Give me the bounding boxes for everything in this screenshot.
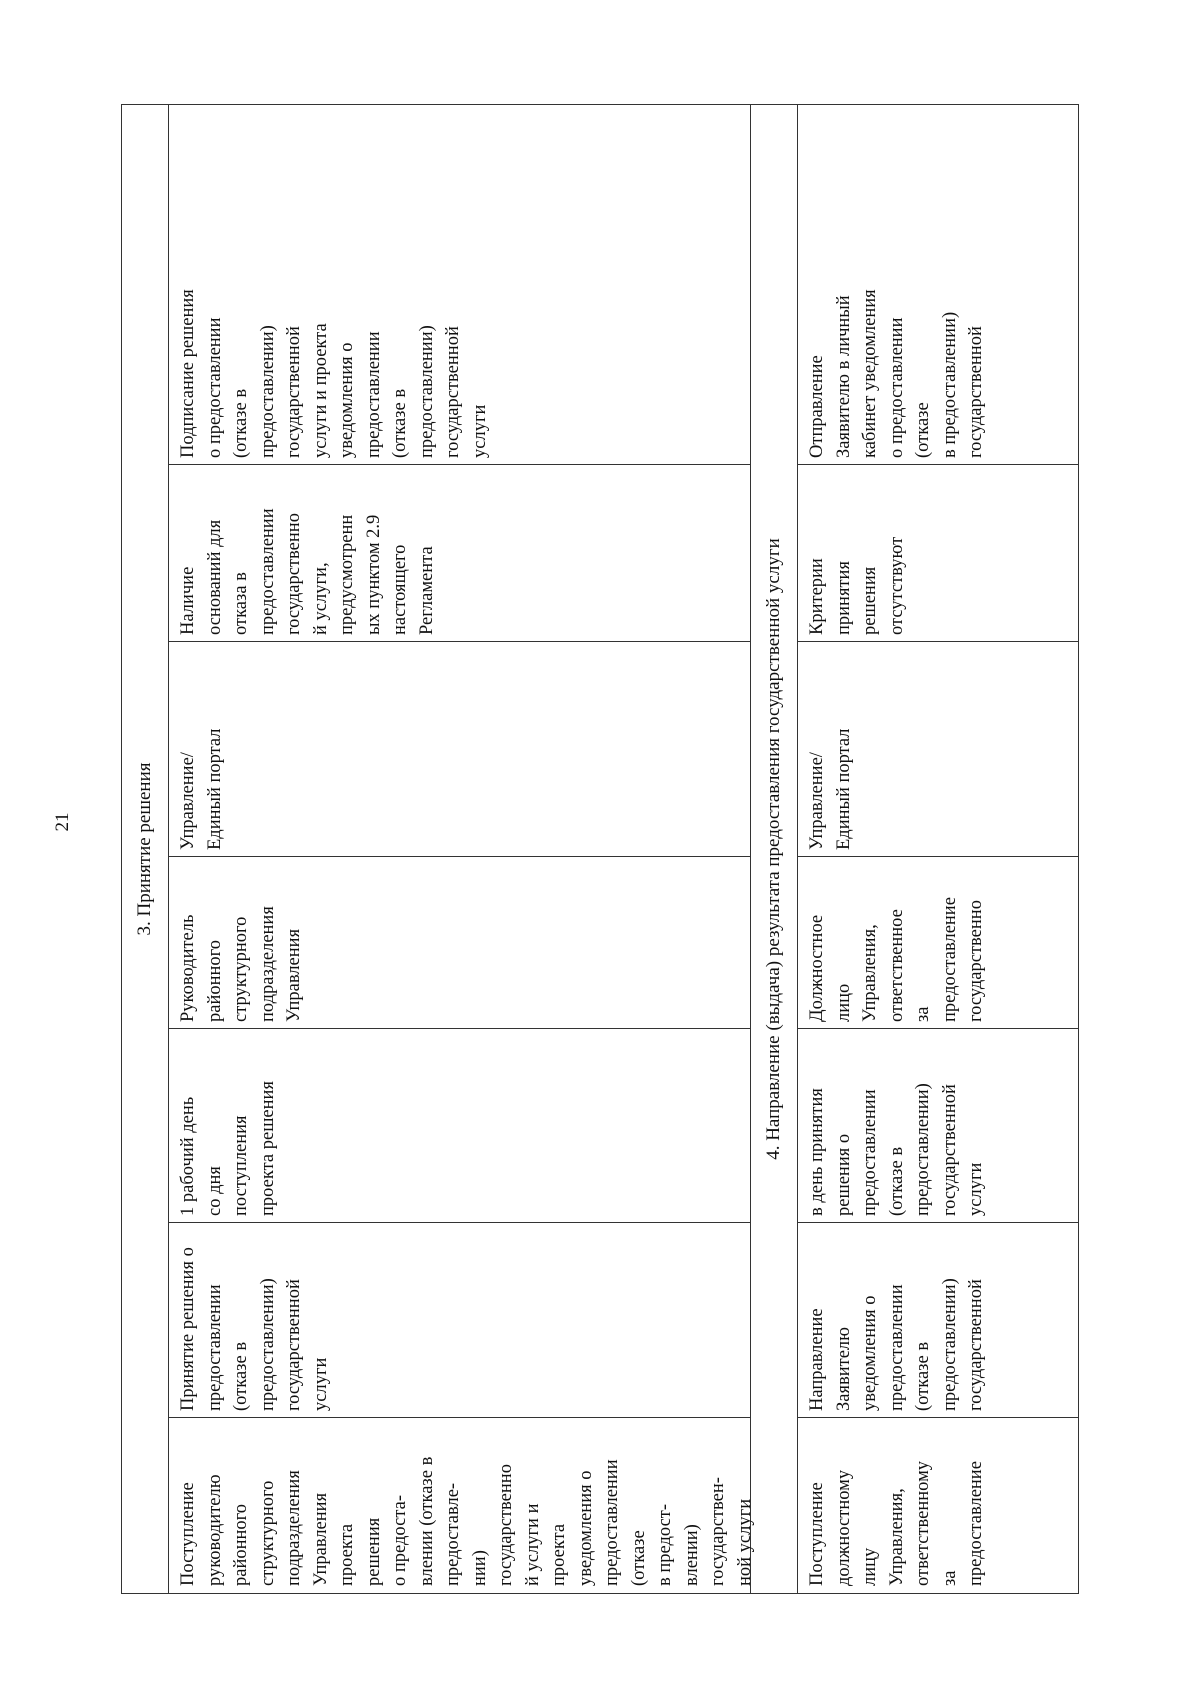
- section-header-delivery: [751, 105, 798, 1593]
- page-number: 21: [52, 812, 73, 832]
- section-header-decision: [122, 105, 169, 1593]
- table-cell-criteria: Критерии принятия решения отсутствуют: [807, 536, 907, 635]
- procedure-table: [121, 104, 1079, 1594]
- column-divider: [798, 641, 1078, 642]
- column-divider: [798, 1417, 1078, 1418]
- table-cell-deadline: 1 рабочий день со дня поступления проекта решения: [178, 1081, 278, 1216]
- table-cell-responsible: Должностное лицо Управления, ответственное за предоставление государственно: [807, 897, 986, 1022]
- column-divider: [169, 1028, 750, 1029]
- column-divider: [169, 641, 750, 642]
- column-divider: [798, 856, 1078, 857]
- column-divider: [169, 1222, 750, 1223]
- section-title: 4. Направление (выдача) результата предоставления государственной услуги: [763, 538, 784, 1160]
- table-cell-basis: Поступление руководителю районного структурного подразделения Управления проекта решения о предоста- влении (отказе в предоставле- нии) государственно й услуги и проекта уведомления о предоставлении (отказе в предост- влении) государствен- ной услуги: [178, 1456, 755, 1586]
- table-cell-location: Управление/ Единый портал: [807, 728, 854, 850]
- table-cell-criteria: Наличие оснований для отказа в предоставлении государственно й услуги, предусмотренн ых пунктом 2.9 настоящего Регламента: [178, 508, 437, 635]
- table-row: [798, 105, 1078, 1593]
- table-cell-deadline: в день принятия решения о предоставлении (отказе в предоставлении) государственной услуги: [807, 1083, 986, 1216]
- table-row: [169, 105, 755, 1593]
- column-divider: [169, 856, 750, 857]
- table-cell-result: Подписание решения о предоставлении (отказе в предоставлении) государственной услуги и проекта уведомления о предоставлении (отказе в предоставлении) государственной услуги: [178, 289, 490, 458]
- table-cell-action: Направление Заявителю уведомления о предоставлении (отказе в предоставлении) государственной: [807, 1278, 986, 1411]
- table-cell-responsible: Руководитель районного структурного подразделения Управления: [178, 906, 304, 1022]
- section-title: 3. Принятие решения: [134, 762, 155, 936]
- rotated-page-content: [121, 104, 1079, 1594]
- column-divider: [169, 464, 750, 465]
- table-cell-location: Управление/ Единый портал: [178, 728, 225, 850]
- column-divider: [169, 1417, 750, 1418]
- column-divider: [798, 1222, 1078, 1223]
- table-cell-action: Принятие решения о предоставлении (отказе в предоставлении) государственной услуги: [178, 1247, 331, 1411]
- column-divider: [798, 1028, 1078, 1029]
- column-divider: [798, 464, 1078, 465]
- table-cell-result: Отправление Заявителю в личный кабинет уведомления о предоставлении (отказе в предоставлении) государственной: [807, 289, 986, 458]
- table-cell-basis: Поступление должностному лицу Управления, ответственному за предоставление: [807, 1460, 986, 1586]
